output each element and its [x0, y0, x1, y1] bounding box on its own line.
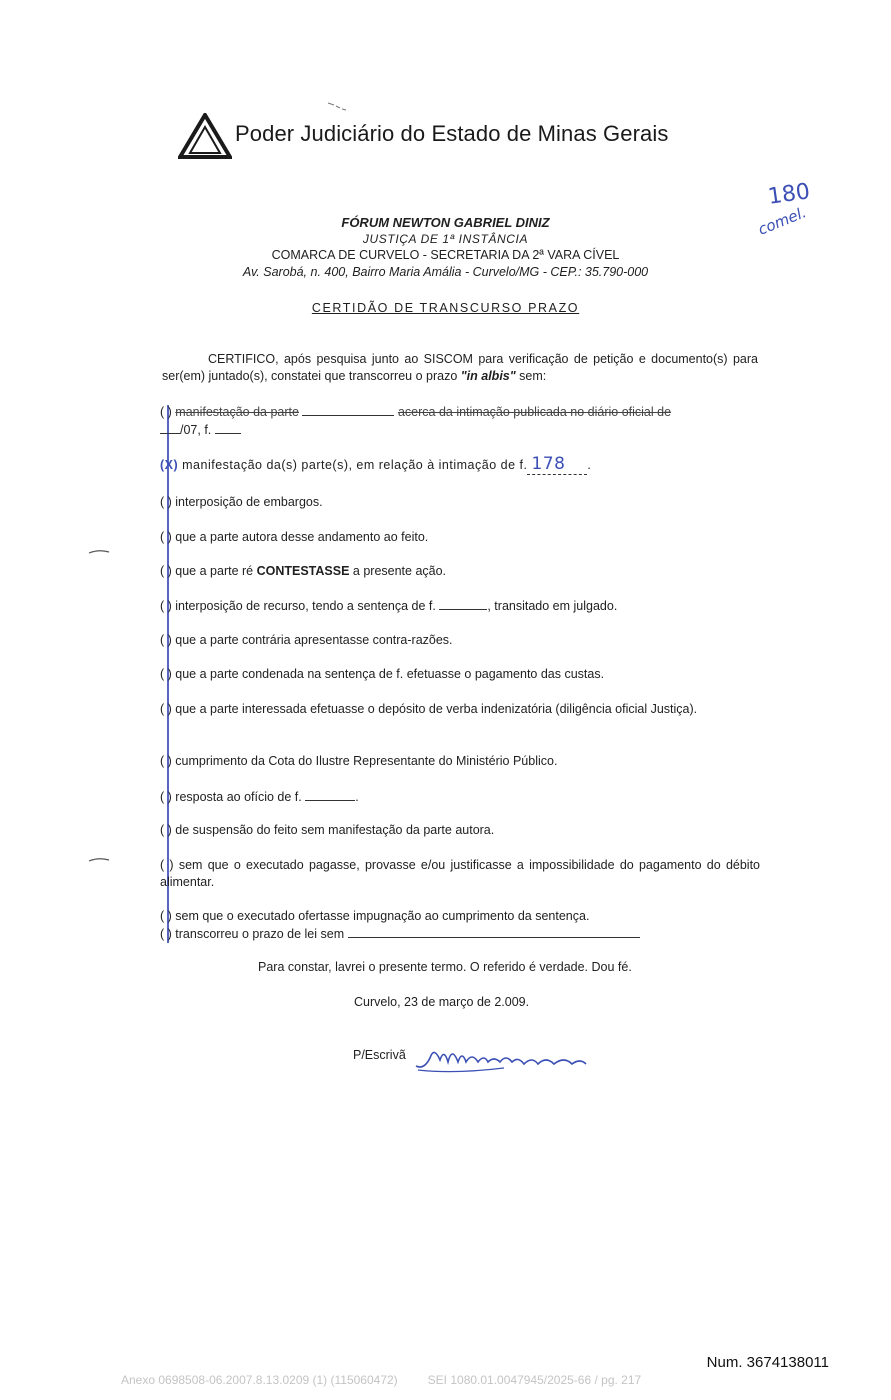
document-number: Num. 3674138011 — [706, 1354, 829, 1371]
item-text: sem que o executado pagasse, provasse e/ou justificasse a impossibilidade do pagamento do débito alimentar. — [160, 858, 760, 889]
address-line: Av. Sarobá, n. 400, Bairro Maria Amália - Curvelo/MG - CEP.: 35.790-000 — [242, 265, 649, 279]
item-text: que a parte ré — [175, 564, 257, 578]
list-item: ( ) sem que o executado ofertasse impugnação ao cumprimento da sentença. — [160, 909, 590, 923]
item-text-emphasis: CONTESTASSE — [256, 564, 350, 578]
item-text: manifestação da parte — [175, 405, 299, 419]
item-mark: ( ) — [160, 405, 176, 419]
in-albis-text: "in albis" — [460, 369, 516, 383]
list-item: ( ) que a parte contrária apresentasse contra-razões. — [160, 633, 453, 647]
item-text: interposição de recurso, tendo a sentença de f. — [175, 599, 436, 613]
item-text: que a parte interessada efetuasse o depósito de verba indenizatória (diligência oficial Justiça). — [175, 702, 698, 716]
list-item: ( ) cumprimento da Cota do Ilustre Representante do Ministério Público. — [160, 754, 558, 768]
handwritten-signature — [414, 1036, 589, 1076]
list-item: ( ) transcorreu o prazo de lei sem — [160, 925, 760, 943]
item-text: /07, f. — [180, 423, 212, 437]
intro-text-1: CERTIFICO, após pesquisa junto ao SISCOM para verificação de petição e documento(s) para ser(em) juntado(s), constatei que transcorreu o prazo — [162, 352, 758, 383]
forum-name: FÓRUM NEWTON GABRIEL DINIZ — [341, 215, 550, 230]
intro-text-2: sem: — [515, 369, 547, 383]
item-text: a presente ação. — [349, 564, 447, 578]
handwritten-rubric: comel. — [755, 203, 809, 239]
list-item: (X) manifestação da(s) parte(s), em relação à intimação de f. 178 . — [160, 454, 592, 474]
handwritten-folio: 178 — [527, 454, 587, 475]
comarca-line: COMARCA DE CURVELO - SECRETARIA DA 2ª VARA CÍVEL — [271, 248, 620, 262]
item-text: interposição de embargos. — [175, 495, 323, 509]
instancia-line: JUSTIÇA DE 1ª INSTÂNCIA — [362, 232, 529, 246]
item-text: que a parte contrária apresentasse contra-razões. — [175, 633, 453, 647]
item-text: cumprimento da Cota do Ilustre Representante do Ministério Público. — [175, 754, 558, 768]
item-text: transcorreu o prazo de lei sem — [175, 927, 345, 941]
intro-paragraph — [162, 351, 758, 385]
list-item — [160, 403, 760, 439]
date-line: Curvelo, 23 de março de 2.009. — [354, 995, 530, 1009]
item-text: que a parte autora desse andamento ao feito. — [175, 530, 429, 544]
item-text: resposta ao ofício de f. — [175, 790, 302, 804]
signature-label: P/Escrivã — [353, 1048, 406, 1062]
closing-statement: Para constar, lavrei o presente termo. O referido é verdade. Dou fé. — [258, 960, 632, 974]
margin-hole-mark — [88, 856, 110, 864]
list-item: ( ) sem que o executado pagasse, provasse e/ou justificasse a impossibilidade do pagamento do débito alimentar. — [160, 858, 760, 889]
list-item: ( ) interposição de embargos. — [160, 495, 323, 509]
list-item: ( ) que a parte autora desse andamento ao feito. — [160, 530, 429, 544]
list-item: ( ) que a parte ré CONTESTASSE a presente ação. — [160, 564, 447, 578]
judiciary-triangle-logo — [178, 113, 232, 159]
item-text: manifestação da(s) parte(s), em relação à intimação de f. — [182, 458, 528, 472]
footer-reference: Anexo 0698508-06.2007.8.13.0209 (1) (115060472) SEI 1080.01.0047945/2025-66 / pg. 217 — [121, 1373, 642, 1387]
item-text: sem que o executado ofertasse impugnação ao cumprimento da sentença. — [175, 909, 590, 923]
item-text: de suspensão do feito sem manifestação da parte autora. — [175, 823, 495, 837]
scan-speck — [326, 100, 348, 112]
item-text: acerca da intimação publicada no diário oficial de — [397, 405, 672, 419]
list-item: ( ) que a parte condenada na sentença de f. efetuasse o pagamento das custas. — [160, 667, 605, 681]
item-mark-checked: (X) — [160, 458, 183, 472]
list-item: ( ) resposta ao ofício de f. . — [160, 790, 359, 804]
document-title: CERTIDÃO DE TRANSCURSO PRAZO — [311, 301, 580, 315]
margin-hole-mark — [88, 548, 110, 556]
item-text: que a parte condenada na sentença de f. efetuasse o pagamento das custas. — [175, 667, 605, 681]
list-item: ( ) de suspensão do feito sem manifestação da parte autora. — [160, 823, 495, 837]
court-name-title: Poder Judiciário do Estado de Minas Gerais — [235, 121, 669, 146]
list-item: ( ) que a parte interessada efetuasse o depósito de verba indenizatória (diligência oficial Justiça). — [160, 702, 698, 716]
list-item: ( ) interposição de recurso, tendo a sentença de f. , transitado em julgado. — [160, 599, 618, 613]
handwritten-page-number: 180 — [766, 179, 812, 210]
item-text: , transitado em julgado. — [487, 599, 618, 613]
